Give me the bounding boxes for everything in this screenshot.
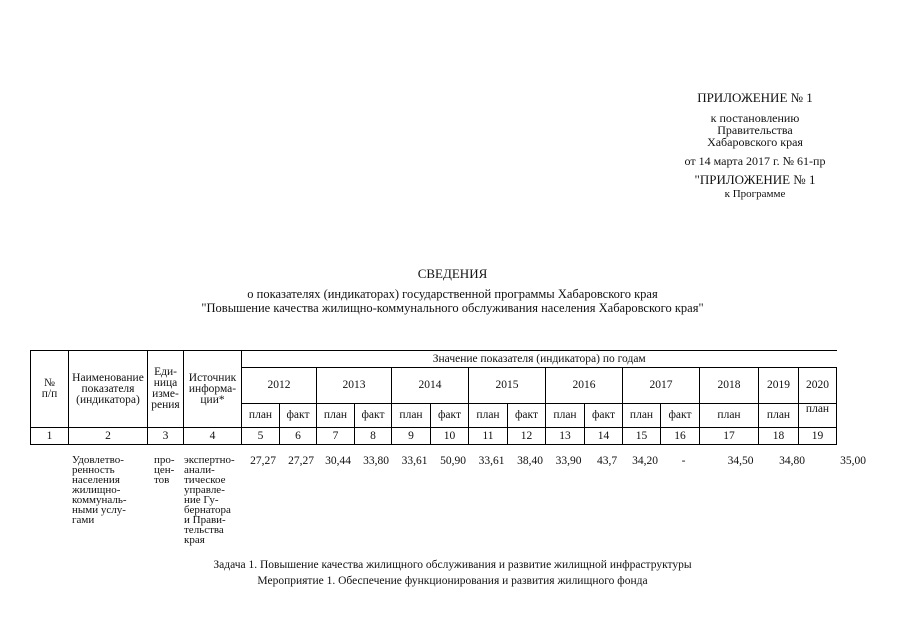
plan-label: план — [242, 404, 280, 428]
index-cell: 18 — [759, 428, 799, 445]
years-group-header: Значение показателя (индикатора) по годам — [242, 351, 837, 368]
value-2016-fact: 43,7 — [596, 455, 618, 467]
index-cell: 13 — [546, 428, 585, 445]
indicator-unit: про- цен- тов — [154, 454, 175, 486]
fact-label: факт — [508, 404, 546, 428]
value-2013-plan: 30,44 — [325, 455, 351, 467]
value-2019-plan: 34,80 — [779, 455, 805, 467]
value-2017-plan: 34,20 — [632, 455, 658, 467]
col-unit-header: Еди- ница изме- рения — [148, 351, 184, 428]
plan-label: план — [546, 404, 585, 428]
index-cell: 14 — [585, 428, 623, 445]
fact-label: факт — [661, 404, 700, 428]
index-cell: 4 — [184, 428, 242, 445]
value-2015-plan: 33,61 — [478, 455, 505, 467]
index-cell: 12 — [508, 428, 546, 445]
index-cell: 15 — [623, 428, 661, 445]
indicator-name: Удовлетво- ренность населения жилищно- коммуналь- ными услу- гами — [72, 454, 127, 526]
appendix-line-3: Хабаровского края — [707, 135, 803, 149]
plan-label: план — [392, 404, 431, 428]
index-cell: 19 — [799, 428, 837, 445]
value-2015-fact: 38,40 — [517, 455, 543, 467]
appendix-line-1: к постановлению — [710, 111, 800, 125]
year-header: 2013 — [317, 368, 392, 404]
plan-label: план — [799, 404, 837, 428]
index-cell: 2 — [69, 428, 148, 445]
index-cell: 1 — [31, 428, 69, 445]
value-2020-plan: 35,00 — [840, 455, 866, 467]
year-header: 2015 — [469, 368, 546, 404]
year-header: 2018 — [700, 368, 759, 404]
value-2014-plan: 33,61 — [401, 455, 428, 467]
plan-label: план — [623, 404, 661, 428]
index-cell: 5 — [242, 428, 280, 445]
doc-title: СВЕДЕНИЯ — [417, 266, 488, 281]
fact-label: факт — [431, 404, 469, 428]
year-header: 2012 — [242, 368, 317, 404]
appendix-line-2: Правительства — [717, 123, 793, 137]
index-cell: 6 — [280, 428, 317, 445]
value-2017-fact: - — [681, 455, 686, 467]
value-2018-plan: 34,50 — [727, 455, 754, 467]
plan-label: план — [317, 404, 355, 428]
doc-subtitle-2: "Повышение качества жилищно-коммунального обслуживания населения Хабаровского края" — [201, 301, 704, 315]
index-cell: 9 — [392, 428, 431, 445]
appendix-decree: от 14 марта 2017 г. № 61-пр — [684, 154, 826, 168]
year-header: 2016 — [546, 368, 623, 404]
value-2014-fact: 50,90 — [440, 455, 466, 467]
index-cell: 3 — [148, 428, 184, 445]
index-cell: 17 — [700, 428, 759, 445]
appendix-title: ПРИЛОЖЕНИЕ № 1 — [697, 90, 813, 105]
value-2012-fact: 27,27 — [288, 455, 314, 467]
fact-label: факт — [355, 404, 392, 428]
year-header: 2019 — [759, 368, 799, 404]
measure-line: Мероприятие 1. Обеспечение функционирования и развития жилищного фонда — [257, 575, 648, 587]
index-cell: 7 — [317, 428, 355, 445]
value-2013-fact: 33,80 — [363, 455, 389, 467]
col-num-header: № п/п — [31, 351, 69, 428]
indicator-table-header — [30, 350, 837, 445]
appendix-line-6: к Программе — [724, 188, 786, 200]
plan-label: план — [759, 404, 799, 428]
doc-subtitle-1: о показателях (индикаторах) государственной программы Хабаровского края — [247, 287, 658, 301]
year-header: 2017 — [623, 368, 700, 404]
plan-label: план — [700, 404, 759, 428]
year-header: 2020 — [799, 368, 837, 404]
year-header: 2014 — [392, 368, 469, 404]
plan-label: план — [469, 404, 508, 428]
appendix-line-5: "ПРИЛОЖЕНИЕ № 1 — [694, 172, 816, 187]
task-line: Задача 1. Повышение качества жилищного обслуживания и развитие жилищной инфраструктуры — [213, 559, 692, 571]
index-cell: 10 — [431, 428, 469, 445]
indicator-source: экспертно- анали- тическое управле- ние Гу- бернатора и Прави- тельства края — [184, 454, 235, 546]
col-name-header: Наименование показателя (индикатора) — [69, 351, 148, 428]
value-2012-plan: 27,27 — [250, 455, 276, 467]
fact-label: факт — [585, 404, 623, 428]
fact-label: факт — [280, 404, 317, 428]
value-2016-plan: 33,90 — [555, 455, 582, 467]
index-cell: 11 — [469, 428, 508, 445]
col-source-header: Источник информа- ции* — [184, 351, 242, 428]
index-cell: 16 — [661, 428, 700, 445]
index-cell: 8 — [355, 428, 392, 445]
